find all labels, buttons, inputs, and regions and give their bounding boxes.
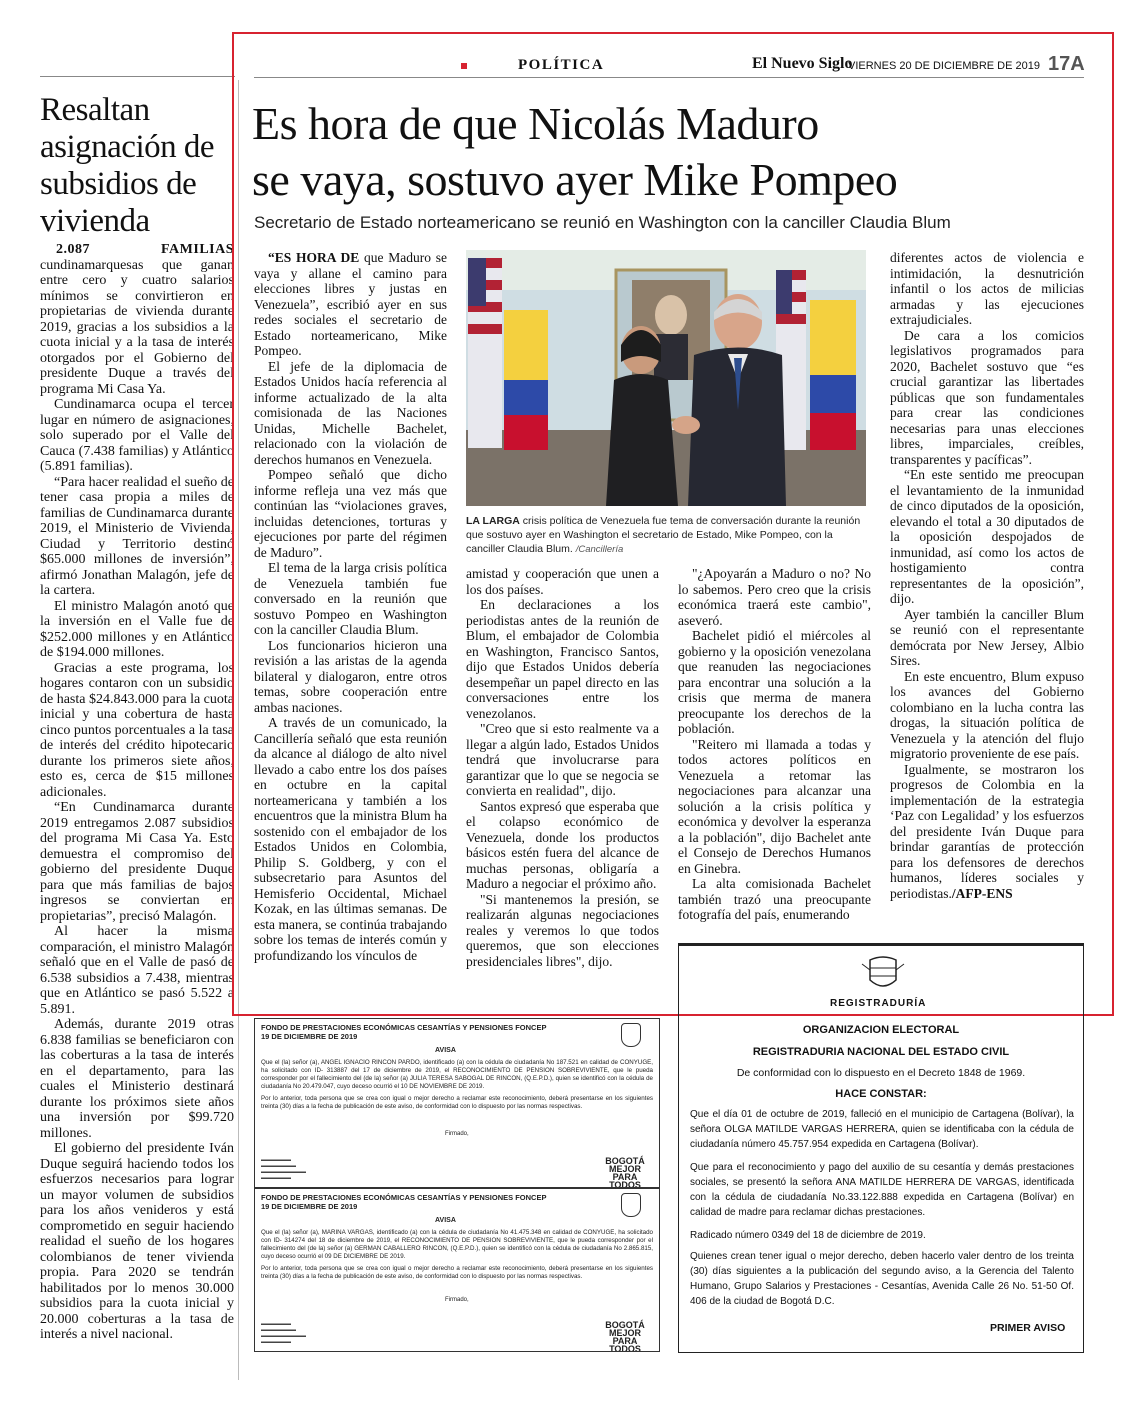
left-top-rule (40, 76, 235, 77)
article-paragraph: "Reitero mi llamada a todas y todos actores políticos en Venezuela a retomar las negociaciones para alcanzar una solución a la crisis política y económica y devolver la esperanza a la población", dijo Bachelet ante el Consejo de Derechos Humanos en Ginebra. (678, 736, 871, 876)
registraduria-primer-aviso: PRIMER AVISO (990, 1322, 1066, 1334)
left-story-lead: 2.087 FAMILIAS (56, 242, 234, 257)
left-story-headline: Resaltan asignación de subsidios de vivienda (40, 92, 215, 239)
registraduria-org: ORGANIZACION ELECTORAL (802, 1024, 960, 1036)
masthead: El Nuevo Siglo (752, 55, 853, 72)
notice-aviso: AVISA (435, 1047, 456, 1054)
date-line: VIERNES 20 DE DICIEMBRE DE 2019 (848, 60, 1040, 72)
article-paragraph: “En este sentido me preocupan el levantamiento de la inmunidad de cinco diputados de la oposición, elevando el total a 30 diputados de la oposición despojados de inmunidad, así como los actos de hostigamiento contra representantes de la oposición”, dijo. (890, 467, 1084, 606)
left-story-paragraph: 2.087 FAMILIAS cundinamarquesas que ganan entre cero y cuatro salarios mínimos se convirtieron en propietarias de vivienda durante 2019, gracias a los subsidios a la cuota inicial y a la tasa de interés otorgados por el Gobierno del presidente Duque a través del programa Mi Casa Ya. (40, 242, 234, 397)
notice-title: FONDO DE PRESTACIONES ECONÓMICAS CESANTÍAS Y PENSIONES FONCEP 19 DE DICIEMBRE DE 2019 (261, 1023, 547, 1041)
registraduria-paragraph: Radicado número 0349 del 18 de diciembre de 2019. (690, 1230, 926, 1241)
headline-line: Es hora de que Nicolás Maduro (252, 98, 819, 149)
article-paragraph: Bachelet pidió el miércoles al gobierno y la oposición venezolana que reanuden las negociaciones para encontrar una solución a la crisis que merma de manera preocupante los derechos de la población. (678, 628, 871, 736)
left-story-paragraph: “Para hacer realidad el sueño de tener casa propia a miles de familias de Cundinamarca durante 2019, el Ministerio de Vivienda, Ciudad y Territorio destinó $65.000 millones de inversión”, afirmó Jonathan Malagón, jefe de la cartera. (40, 474, 234, 598)
headline-line: se vaya, sostuvo ayer Mike Pompeo (252, 154, 898, 205)
notice-signed: Firmado, (445, 1131, 469, 1137)
registraduria-name: REGISTRADURÍA (830, 998, 927, 1009)
crest-icon (621, 1193, 641, 1217)
article-paragraph: "Si mantenemos la presión, se realizarán algunas negociaciones reales y veremos lo que todos queremos, que son elecciones presidenciales libres", dijo. (466, 891, 659, 969)
article-paragraph: El jefe de la diplomacia de Estados Unidos hacía referencia al informe actualizado de la alta comisionada de las Naciones Unidas, Michelle Bachelet, relacionado con la violación de derechos humanos en Venezuela. (254, 358, 447, 467)
notice-body: Que el (la) señor (a), ANGEL IGNACIO RINCON PARDO, identificado (a) con la cédula de ciudadanía No 187.521 en calidad de CONYUGE, ha solicitado con ID- 313887 del 17 de diciembre de 2019, el RECONOCIMIENTO DE PENSION SOBREVIVIENTE, que le pueda corresponder por el fallecimiento del (de la) señor (a) JULIA TERESA SABOGAL DE RINCON, (Q.E.P.D.), quien se identificó con la cédula de ciudadanía No 20.479.047, cuyo deceso ocurrió el 10 DE NOVIEMBRE DE 2019. Por lo anterior, toda persona que se crea con igual o mejor derecho a reclamar este reconocimiento, deberá presentarse en los siguientes treinta (30) días a la fecha de publicación de este aviso, de conformidad con lo dispuesto por las normas respectivas. (261, 1059, 653, 1110)
caption-lead: LA LARGA (466, 515, 520, 527)
article-paragraph: La alta comisionada Bachelet también trazó una preocupante fotografía del país, enumerando (678, 876, 871, 922)
left-story-paragraph: El gobierno del presidente Iván Duque seguirá haciendo todos los esfuerzos necesarios para lograr un mayor volumen de subsidios para los años venideros y está comprometido en seguir haciendo realidad el sueño de los hogares colombianos de tener vivienda propia. Para 2020 se tendrán habilitados por lo menos 30.000 subsidios para la cuota inicial y 20.000 coberturas a la tasa de interés a nivel nacional. (40, 1141, 234, 1342)
highlight-frame (232, 32, 1114, 1016)
notice-signed: Firmado, (445, 1297, 469, 1303)
left-story-paragraph: “En Cundinamarca durante 2019 entregamos 2.087 subsidios del programa Mi Casa Ya. Esto demuestra el compromiso del gobierno del presidente Duque para que más familias de bajos ingresos se conviertan en propietarias”, precisó Malagón. (40, 800, 234, 924)
registraduria-paragraph: Quienes crean tener igual o mejor derecho, deben hacerlo valer dentro de los treinta (30) días siguientes a la publicación del segundo aviso, a la Gerencia del Talento Humano, Grupo Salarios y Prestaciones - Cesantías, Avenida Calle 26 No. 51-50 Of. 406 de la ciudad de Bogotá D.C. (690, 1251, 1074, 1307)
article-paragraph: "¿Apoyarán a Maduro o no? No lo sabemos. Pero creo que la crisis económica traerá este cambio", aseveró. (678, 566, 871, 628)
left-story-paragraph: Cundinamarca ocupa el tercer lugar en número de asignaciones, solo superado por el Valle del Cauca (7.438 familias) y Atlántico (5.891 familias). (40, 397, 234, 474)
registraduria-paragraph: Que para el reconocimiento y pago del auxilio de su cesantía y demás prestaciones sociales, se presentó la señora ANA MATILDE HERRERA DE VARGAS, identificada con la cédula de ciudadanía No.33.122.888 expedida en Cartagena (Bolívar) en calidad de madre para reclamar dichas prestaciones. (690, 1162, 1074, 1218)
caption-credit: /Cancillería (575, 544, 624, 555)
article-paragraph: En declaraciones a los periodistas antes de la reunión de Blum, el embajador de Colombia en Washington, Francisco Santos, dijo que Estados Unidos debería desempeñar un papel directo en las conversaciones entre los venezolanos. (466, 597, 659, 721)
article-paragraph: "Creo que si esto realmente va a llegar a algún lado, Estados Unidos tendrá que involucrarse para garantizar que lo que se negocia se convierta en realidad", dijo. (466, 721, 659, 798)
colombia-crest-icon (860, 956, 906, 994)
foncep-notice (254, 1188, 660, 1352)
registraduria-decree: De conformidad con lo dispuesto en el Decreto 1848 de 1969. (736, 1067, 1026, 1079)
page-number: 17A (1048, 53, 1085, 75)
notice-title: FONDO DE PRESTACIONES ECONÓMICAS CESANTÍAS Y PENSIONES FONCEP 19 DE DICIEMBRE DE 2019 (261, 1193, 547, 1211)
foncep-notice (254, 1018, 660, 1188)
subheadline: Secretario de Estado norteamericano se reunió en Washington con la canciller Claudia Blum (254, 213, 951, 232)
article-paragraph: Pompeo señaló que dicho informe refleja una vez más que continúan las “violaciones graves, incluidas detenciones, torturas y ejecuciones por parte del régimen de Maduro”. (254, 467, 447, 560)
article-paragraph: A través de un comunicado, la Cancillería señaló que esta reunión da alcance al diálogo de alto nivel llevado a cabo entre los dos países en octubre en la capital norteamericana y también a los encuentros que la ministra Blum ha sostenido con el embajador de los Estados Unidos en Colombia, Philip S. Goldberg, y con el subsecretario para Asuntos del Hemisferio Occidental, Michael Kozak, en las últimas semanas. De esta manera, se continúa trabajando sobre los temas de interés común y profundizando los vínculos de (254, 715, 447, 963)
article-paragraph: De cara a los comicios legislativos programados para 2020, Bachelet sostuvo que “es crucial garantizar las libertades públicas que son fundamentales para crear las condiciones necesarias para unas elecciones libres, imparciales, creíbles, transparentes y pacíficas”. (890, 327, 1084, 467)
article-paragraph: amistad y cooperación que unen a los dos países. (466, 566, 659, 597)
caption-text: crisis política de Venezuela fue tema de conversación durante la reunión que sostuvo ayer en Washington el secretario de Estado, Mike Pompeo, con la canciller Claudia Blum. (466, 515, 861, 555)
crest-icon (621, 1023, 641, 1047)
registraduria-paragraph: Que el día 01 de octubre de 2019, falleció en el municipio de Cartagena (Bolívar), la señora OLGA MATILDE VARGAS HERRERA, quien se identificaba con la cédula de ciudadanía número 45.757.954 expedida en Cartagena (Bolívar). (690, 1109, 1074, 1150)
bogota-logo: BOGOTÁ MEJOR PARA TODOS (605, 1156, 645, 1188)
registraduria-national: REGISTRADURIA NACIONAL DEL ESTADO CIVIL (752, 1046, 1010, 1058)
article-credit: /AFP-ENS (951, 885, 1013, 901)
section-label: POLÍTICA (518, 57, 605, 73)
article-paragraph: En este encuentro, Blum expuso los avances del Gobierno colombiano en la lucha contra las drogas, la situación política de Venezuela y la atención del flujo migratorio proveniente de ese país. (890, 668, 1084, 761)
left-story-paragraph: Al hacer la misma comparación, el ministro Malagón señaló que en el Valle de pasó de 6.538 subsidios a 7.438, mientras que en Atlántico se pasó 5.522 a 5.891. (40, 924, 234, 1017)
article-paragraph: Ayer también la canciller Blum se reunió con el representante demócrata por New Jersey, Albio Sires. (890, 606, 1084, 668)
article-paragraph: Igualmente, se mostraron los progresos de Colombia en la implementación de la estrategia ‘Paz con Legalidad’ y los esfuerzos del presidente Iván Duque para brindar garantías de protección para los defensores de derechos humanos, líderes sociales y periodistas./AFP-ENS (890, 761, 1084, 901)
left-story-paragraph: El ministro Malagón anotó que la inversión en el Valle fue de $252.000 millones y en Atlántico de $194.000 millones. (40, 598, 234, 660)
notice-footer-lines: ▬▬▬▬▬▬ ▬▬▬▬▬▬▬ ▬▬▬▬▬▬▬▬▬ ▬▬▬▬▬▬ (261, 1157, 306, 1181)
article-paragraph: El tema de la larga crisis política de Venezuela también fue conversado en la reunión que sostuvo Pompeo en Washington con la canciller Claudia Blum. (254, 560, 447, 637)
article-paragraph: Santos expresó que esperaba que el colapso económico de Venezuela, donde los productos básicos estén fuera del alcance de muchas personas, obligaría a Maduro a negociar el próximo año. (466, 798, 659, 891)
registraduria-hace-constar: HACE CONSTAR: (835, 1088, 927, 1100)
left-story-body (40, 242, 234, 1392)
left-story-paragraph: Gracias a este programa, los hogares contaron con un subsidio de hasta $24.843.000 para la cuota inicial y una cobertura de hasta cinco puntos porcentuales a la tasa de interés del crédito hipotecario durante los primeros siete años, esto es, cerca de $15 millones adicionales. (40, 660, 234, 800)
notice-body: Que el (la) señor (a), MARINA VARGAS, identificado (a) con la cédula de ciudadanía No 41.475.348 en calidad de CONYUGE, ha solicitado con ID- 314274 del 18 de diciembre de 2019, el RECONOCIMIENTO DE PENSION SOBREVIVIENTE, que le pueda corresponder por el fallecimiento del (de la) señor (a) GERMAN CABALLERO RINCON, (Q.E.P.D.), quien se identificó con la cédula de ciudadanía No 2.865.815, cuyo deceso ocurrió el 09 DE DICIEMBRE DE 2019. Por lo anterior, toda persona que se crea con igual o mejor derecho a reclamar este reconocimiento, deberá presentarse en los siguientes treinta (30) días a la fecha de publicación de este aviso, de conformidad con lo dispuesto por las normas respectivas. (261, 1229, 653, 1280)
left-story-paragraph: Además, durante 2019 otras 6.838 familias se beneficiaron con las coberturas a la tasa de interés en el departamento, para las cuales el Ministerio destinará durante los próximos siete años una inversión por $99.720 millones. (40, 1017, 234, 1141)
article-lead: “ES HORA DE (268, 250, 360, 265)
article-paragraph: Los funcionarios hicieron una revisión a las aristas de la agenda bilateral y dialogaron, entre otros temas, sobre cooperación entre ambas naciones. (254, 637, 447, 715)
notice-aviso: AVISA (435, 1217, 456, 1224)
notice-footer-lines: ▬▬▬▬▬▬ ▬▬▬▬▬▬▬ ▬▬▬▬▬▬▬▬▬ ▬▬▬▬▬▬ (261, 1321, 306, 1345)
article-paragraph: diferentes actos de violencia e intimidación, la desnutrición infantil o los actos de milicias armadas y las ejecuciones extrajudiciales. (890, 250, 1084, 327)
article-paragraph: “ES HORA DE que Maduro se vaya y allane el camino para elecciones libres y justas en Venezuela”, escribió ayer en sus redes sociales el secretario de Estado norteamericano, Mike Pompeo. (254, 250, 447, 358)
bogota-logo: BOGOTÁ MEJOR PARA TODOS (605, 1320, 645, 1352)
